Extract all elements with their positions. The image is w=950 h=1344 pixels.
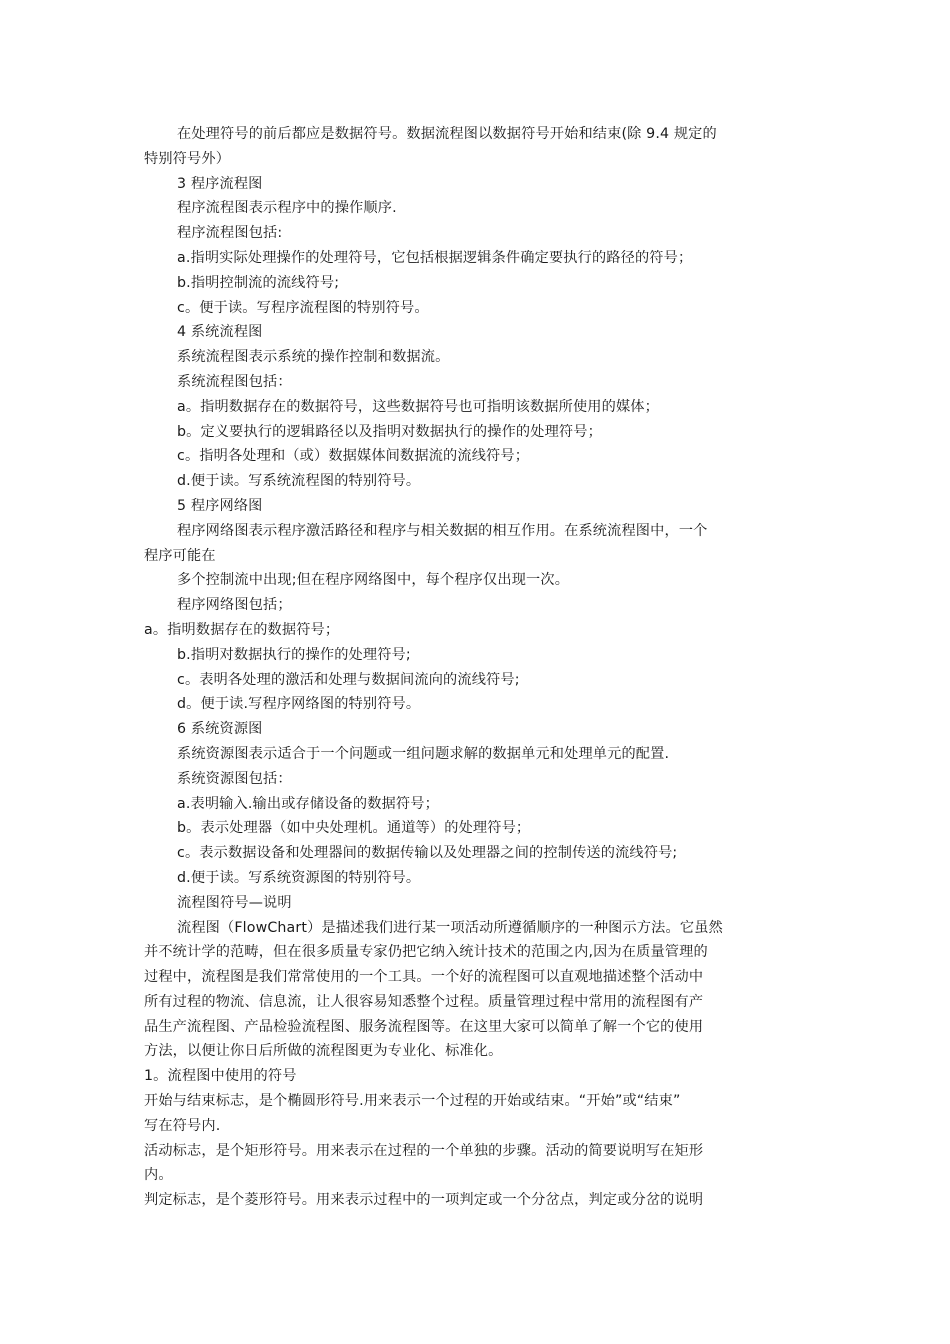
text-line: a。指明数据存在的数据符号；: [144, 621, 340, 638]
text-line: 内。: [144, 1167, 173, 1184]
text-line: d.便于读。写系统资源图的特别符号。: [177, 869, 421, 886]
text-line: c。表明各处理的激活和处理与数据间流向的流线符号;: [177, 671, 520, 688]
text-line: 并不统计学的范畴，但在很多质量专家仍把它纳入统计技术的范围之内,因为在质量管理的: [144, 944, 708, 961]
text-line: 1。流程图中使用的符号: [144, 1068, 297, 1085]
text-line: 系统流程图包括：: [177, 373, 292, 390]
text-line: 系统流程图表示系统的操作控制和数据流。: [177, 349, 450, 366]
text-line: 5 程序网络图: [177, 497, 263, 514]
text-line: b。定义要执行的逻辑路径以及指明对数据执行的操作的处理符号；: [177, 423, 602, 440]
text-line: a.指明实际处理操作的处理符号，它包括根据逻辑条件确定要执行的路径的符号；: [177, 249, 693, 266]
text-line: 3 程序流程图: [177, 175, 263, 192]
text-line: c。表示数据设备和处理器间的数据传输以及处理器之间的控制传送的流线符号;: [177, 845, 678, 862]
text-line: 在处理符号的前后都应是数据符号。数据流程图以数据符号开始和结束(除 9.4 规定的: [177, 126, 717, 142]
text-line: b.指明对数据执行的操作的处理符号;: [177, 646, 411, 663]
text-line: 程序流程图包括:: [177, 225, 283, 242]
text-line: a.表明输入.输出或存储设备的数据符号；: [177, 795, 439, 812]
text-line: 特别符号外）: [144, 150, 231, 167]
text-line: 开始与结束标志，是个椭圆形符号.用来表示一个过程的开始或结束。“开始”或“结束”: [144, 1093, 681, 1110]
text-line: b。表示处理器（如中央处理机。通道等）的处理符号；: [177, 820, 531, 837]
text-line: 6 系统资源图: [177, 721, 263, 738]
text-line: c。指明各处理和（或）数据媒体间数据流的流线符号；: [177, 448, 530, 465]
text-line: c。便于读。写程序流程图的特别符号。: [177, 299, 429, 316]
text-line: 程序可能在: [144, 547, 216, 564]
text-line: 品生产流程图、产品检验流程图、服务流程图等。在这里大家可以简单了解一个它的使用: [144, 1018, 704, 1035]
text-line: 程序网络图包括；: [177, 597, 292, 614]
text-line: 4 系统流程图: [177, 324, 263, 341]
text-line: 程序流程图表示程序中的操作顺序.: [177, 200, 397, 217]
text-line: 所有过程的物流、信息流，让人很容易知悉整个过程。质量管理过程中常用的流程图有产: [144, 993, 704, 1010]
text-line: d。便于读.写程序网络图的特别符号。: [177, 696, 421, 713]
text-line: 多个控制流中出现;但在程序网络图中，每个程序仅出现一次。: [177, 572, 570, 589]
text-line: d.便于读。写系统流程图的特别符号。: [177, 473, 421, 490]
text-line: 写在符号内.: [144, 1117, 221, 1134]
text-line: 流程图符号—说明: [177, 894, 292, 911]
text-line: 程序网络图表示程序激活路径和程序与相关数据的相互作用。在系统流程图中，一个: [177, 522, 708, 539]
text-line: 活动标志，是个矩形符号。用来表示在过程的一个单独的步骤。活动的简要说明写在矩形: [144, 1142, 704, 1159]
document-body: [144, 122, 800, 1213]
text-line: a。指明数据存在的数据符号，这些数据符号也可指明该数据所使用的媒体；: [177, 398, 659, 415]
text-line: 系统资源图表示适合于一个问题或一组问题求解的数据单元和处理单元的配置.: [177, 745, 670, 762]
text-line: 过程中，流程图是我们常常使用的一个工具。一个好的流程图可以直观地描述整个活动中: [144, 969, 704, 986]
text-line: 系统资源图包括：: [177, 770, 292, 787]
text-line: b.指明控制流的流线符号;: [177, 274, 340, 291]
text-line: 判定标志，是个菱形符号。用来表示过程中的一项判定或一个分岔点，判定或分岔的说明: [144, 1192, 704, 1209]
text-line: 方法，以便让你日后所做的流程图更为专业化、标准化。: [144, 1043, 503, 1060]
text-line: 流程图（FlowChart）是描述我们进行某一项活动所遵循顺序的一种图示方法。它虽然: [177, 919, 723, 936]
